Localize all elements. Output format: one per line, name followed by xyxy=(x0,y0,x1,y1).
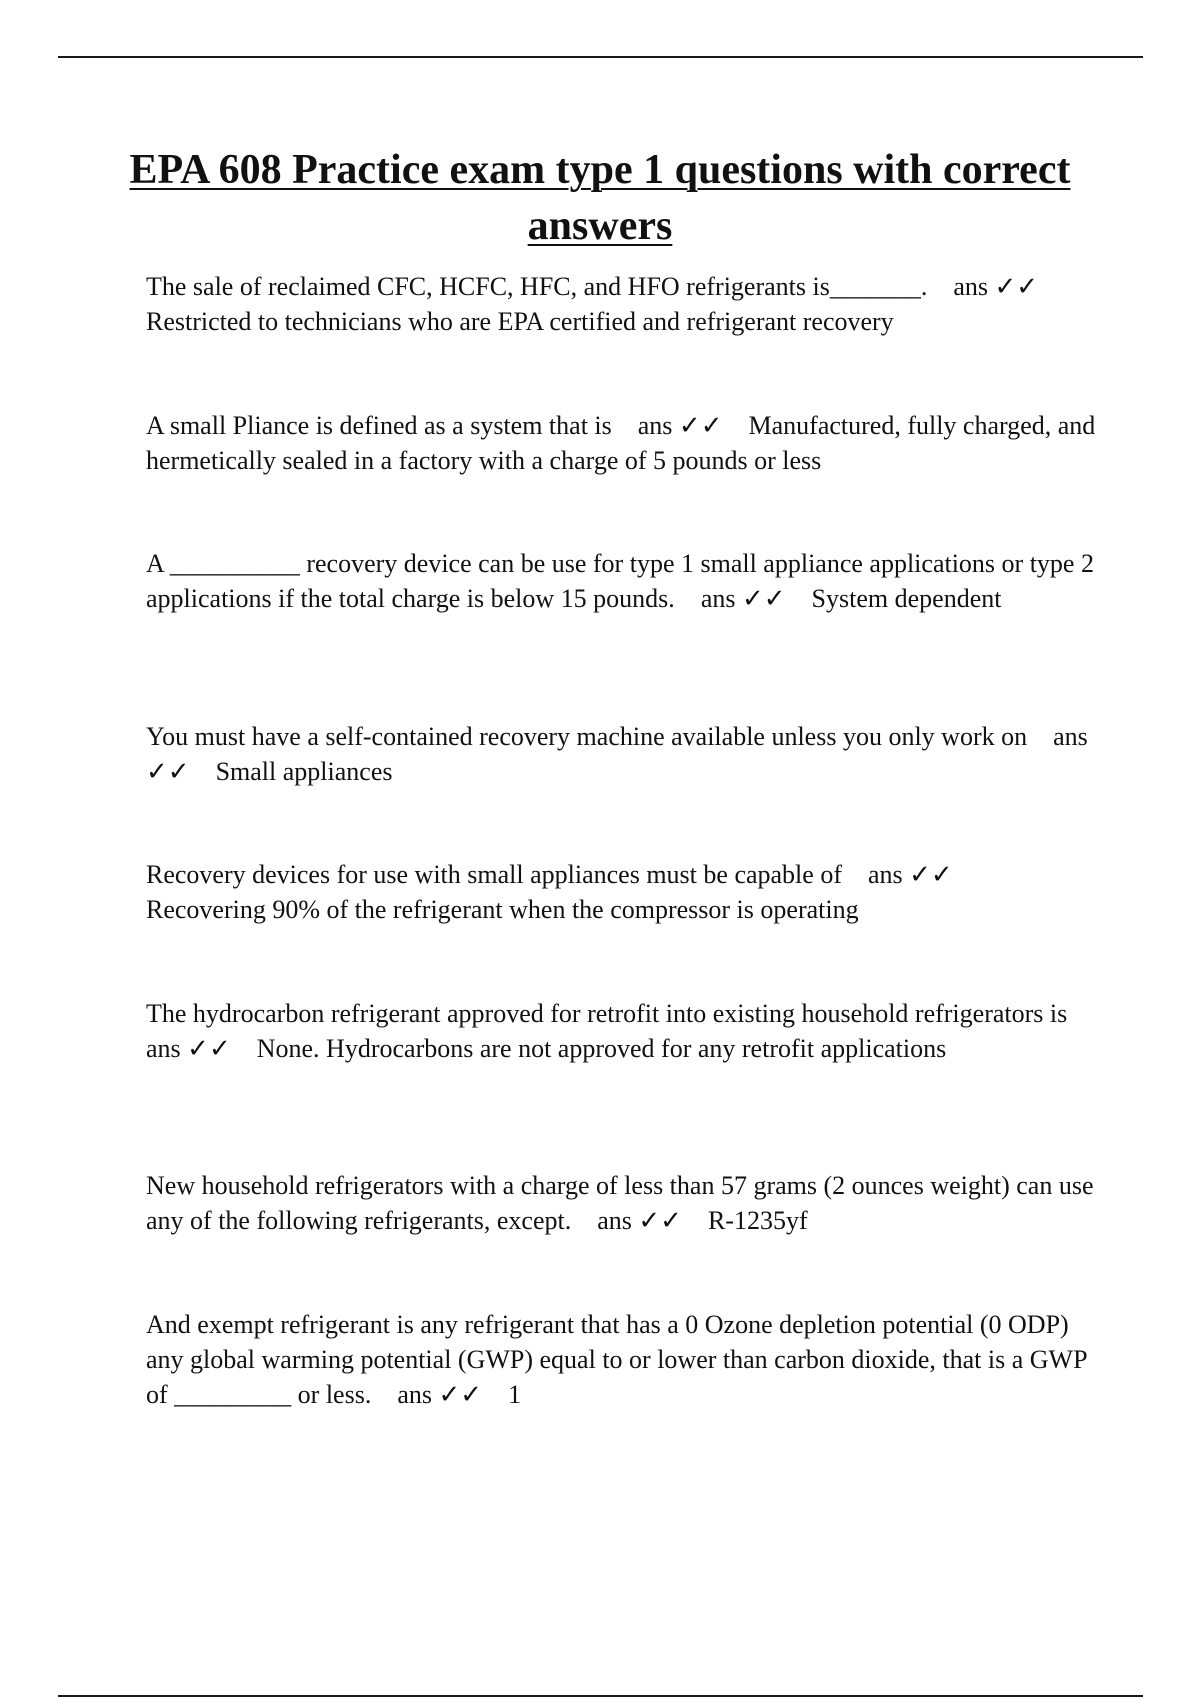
answer-marker: ans ✓✓ xyxy=(953,272,1039,301)
answer-text: System dependent xyxy=(811,584,1002,613)
answer-marker: ans ✓✓ xyxy=(700,584,786,613)
question-text: A __________ recovery device can be use for type 1 small appliance applications or type 2 applications if the total charge is below 15 pounds. xyxy=(146,549,1094,613)
document-title: EPA 608 Practice exam type 1 questions with correct answers xyxy=(129,147,1071,249)
answer-text: None. Hydrocarbons are not approved for any retrofit applications xyxy=(256,1034,947,1063)
answer-text: Manufactured, fully charged, and hermetically sealed in a factory with a charge of 5 pounds or less xyxy=(146,411,1096,475)
answer-marker: ans ✓✓ xyxy=(867,860,953,889)
answer-text: Small appliances xyxy=(215,757,393,786)
answer-text: Recovering 90% of the refrigerant when the compressor is operating xyxy=(146,895,859,924)
question-text: You must have a self-contained recovery machine available unless you only work on xyxy=(146,722,1028,751)
answer-marker: ans ✓✓ xyxy=(597,1206,682,1235)
answer-text: Restricted to technicians who are EPA certified and refrigerant recovery xyxy=(146,307,894,336)
qa-item-2 xyxy=(146,408,1096,478)
bottom-rule xyxy=(58,1695,1143,1697)
answer-marker: ans ✓✓ xyxy=(397,1380,483,1409)
qa-item-3 xyxy=(146,546,1096,616)
qa-item-8 xyxy=(146,1307,1096,1412)
answer-marker: ans ✓✓ xyxy=(637,411,723,440)
qa-item-1 xyxy=(146,269,1096,339)
qa-item-4 xyxy=(146,719,1096,789)
question-text: New household refrigerators with a charge of less than 57 grams (2 ounces weight) can use any of the following refrigerants, except. xyxy=(146,1171,1094,1235)
answer-marker: ans ✓✓ xyxy=(146,1034,231,1063)
qa-item-5 xyxy=(146,857,1096,927)
question-text: And exempt refrigerant is any refrigerant that has a 0 Ozone depletion potential (0 ODP) any global warming potential (GWP) equal to or lower than carbon dioxide, that is a GWP of _________ or less. xyxy=(146,1310,1087,1409)
qa-item-6 xyxy=(146,996,1096,1066)
question-text: Recovery devices for use with small appliances must be capable of xyxy=(146,860,842,889)
answer-text: 1 xyxy=(508,1380,522,1409)
question-text: A small Pliance is defined as a system that is xyxy=(146,411,612,440)
qa-item-7 xyxy=(146,1168,1096,1238)
top-rule xyxy=(58,56,1143,58)
answer-text: R-1235yf xyxy=(707,1206,808,1235)
question-text: The hydrocarbon refrigerant approved for retrofit into existing household refrigerators is xyxy=(146,999,1068,1028)
question-text: The sale of reclaimed CFC, HCFC, HFC, and HFO refrigerants is_______. xyxy=(146,272,928,301)
answer-marker: ans ✓✓ xyxy=(146,722,1088,786)
